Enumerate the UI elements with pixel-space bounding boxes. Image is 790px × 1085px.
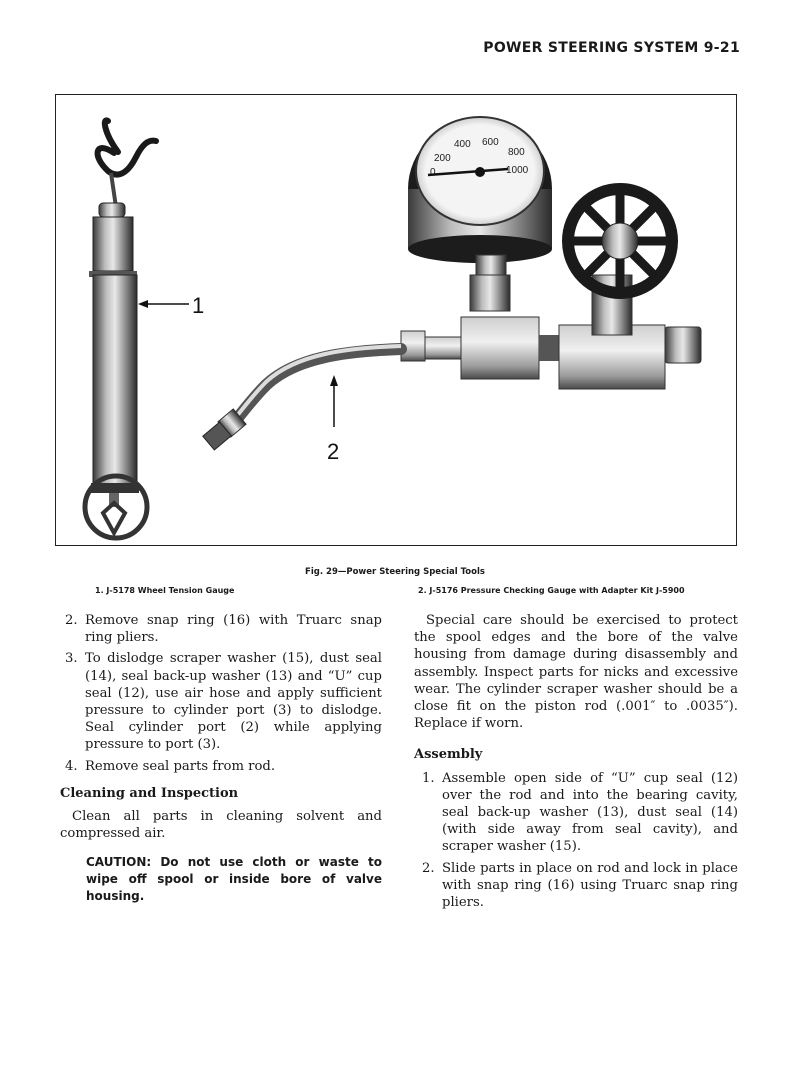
disassembly-steps bbox=[60, 612, 382, 775]
pressure-checking-gauge bbox=[203, 117, 701, 450]
gauge-tick-0: 0 bbox=[430, 167, 436, 178]
running-head: POWER STEERING SYSTEM 9-21 bbox=[483, 40, 740, 56]
step-text: Slide parts in place on rod and lock in place with snap ring (16) using Truarc snap ring pliers. bbox=[442, 860, 738, 911]
cleaning-inspection-heading: Cleaning and Inspection bbox=[60, 785, 239, 801]
callout-1 bbox=[138, 293, 204, 318]
step-number: 4. bbox=[65, 758, 78, 774]
caution-note: CAUTION: Do not use cloth or waste to wipe off spool or inside bore of valve housing. bbox=[86, 855, 382, 904]
figure-legend-item-1: 1. J-5178 Wheel Tension Gauge bbox=[95, 586, 235, 595]
gauge-tick-1000: 1000 bbox=[506, 165, 529, 176]
gauge-tick-800: 800 bbox=[508, 147, 525, 158]
inspection-paragraph: Special care should be exercised to protect the spool edges and the bore of the valve housing from damage during disassembly and assembly. Inspect parts for nicks and excessive wear. The cylinder scraper washer should be a close fit on the piston rod (.001″ to .0035″). Replace if worn. bbox=[414, 613, 738, 732]
gauge-tick-200: 200 bbox=[434, 153, 451, 164]
left-column bbox=[60, 612, 382, 905]
step-number: 2. bbox=[65, 613, 78, 628]
step-item bbox=[414, 860, 738, 912]
step-text: Remove seal parts from rod. bbox=[85, 758, 276, 774]
cleaning-paragraph: Clean all parts in cleaning solvent and compressed air. bbox=[60, 809, 382, 842]
callout-2 bbox=[327, 375, 339, 464]
figure-legend-item-2: 2. J-5176 Pressure Checking Gauge with Adapter Kit J-5900 bbox=[418, 586, 685, 595]
right-column bbox=[414, 612, 738, 915]
step-text: Assemble open side of “U” cup seal (12) over the rod and into the bearing cavity, seal back-up washer (13), dust seal (14) (with side away from seal cavity), and scraper washer (15). bbox=[442, 770, 738, 855]
callout-label-1: 1 bbox=[192, 293, 205, 318]
step-number: 1. bbox=[422, 770, 435, 786]
step-text: Remove snap ring (16) with Truarc snap ring pliers. bbox=[85, 613, 382, 646]
figure-29 bbox=[55, 94, 737, 546]
assembly-steps bbox=[414, 770, 738, 912]
step-item bbox=[60, 612, 382, 646]
assembly-heading: Assembly bbox=[414, 747, 483, 763]
gauge-tick-400: 400 bbox=[454, 139, 471, 150]
step-text: To dislodge scraper washer (15), dust seal (14), seal back-up washer (13) and “U” cup seal (12), use air hose and apply sufficient pressure to cylinder port (3) to dislodge. Seal cylinder port (2) while applying pressure to port (3). bbox=[85, 651, 382, 753]
figure-caption: Fig. 29—Power Steering Special Tools bbox=[305, 567, 485, 577]
callout-label-2: 2 bbox=[327, 439, 340, 464]
step-item bbox=[60, 650, 382, 753]
figure-illustration bbox=[56, 95, 738, 547]
step-number: 3. bbox=[65, 651, 78, 667]
step-number: 2. bbox=[422, 860, 435, 876]
step-item bbox=[414, 770, 738, 856]
step-item bbox=[60, 758, 382, 775]
wheel-tension-gauge bbox=[84, 120, 156, 539]
gauge-tick-600: 600 bbox=[482, 137, 499, 148]
